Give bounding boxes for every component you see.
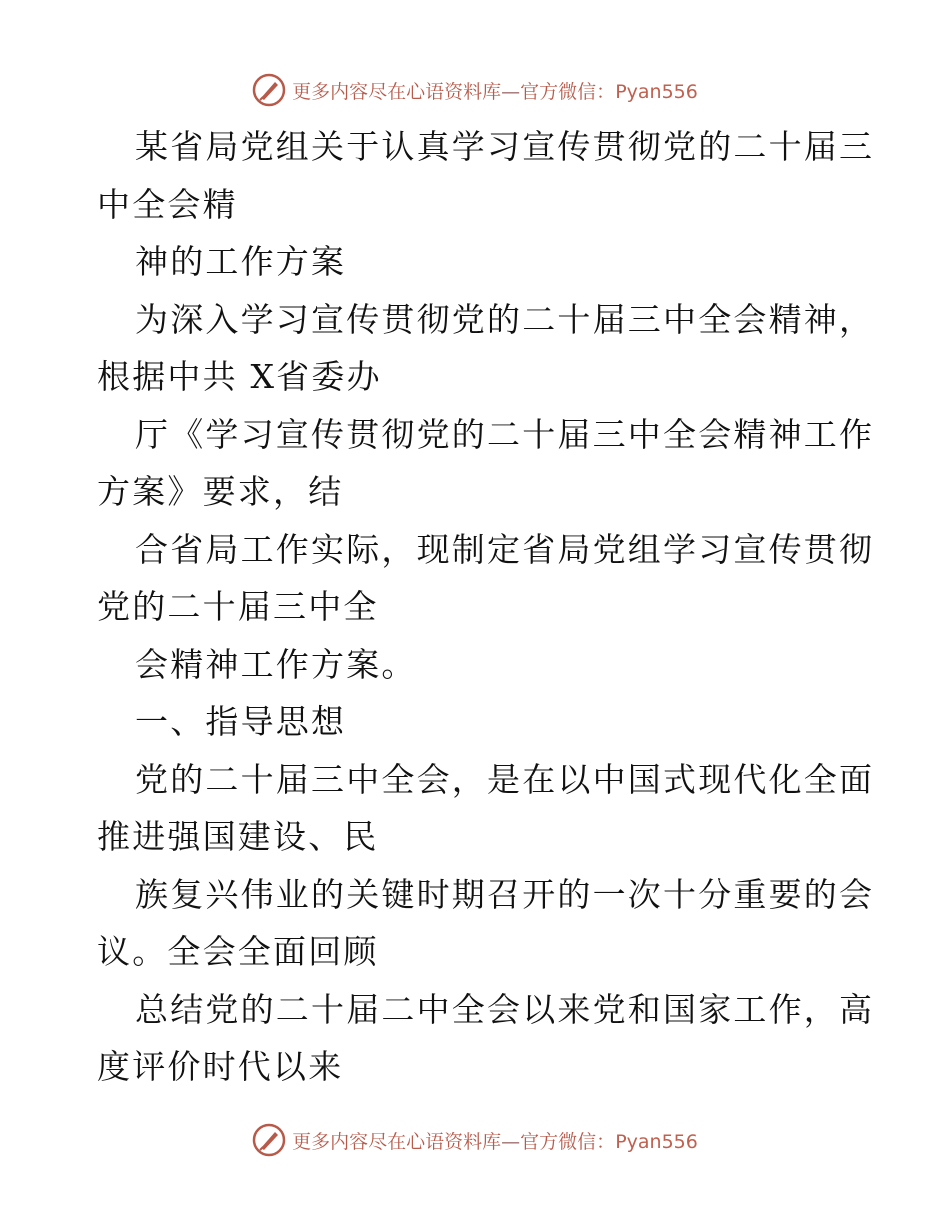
text-line: 总结党的二十届二中全会以来党和国家工作，高	[135, 989, 875, 1029]
text-line: 党的二十届三中全会，是在以中国式现代化全面	[135, 759, 875, 799]
section-heading: 一、指导思想	[135, 702, 347, 741]
text-line: 族复兴伟业的关键时期召开的一次十分重要的会	[135, 874, 875, 914]
text-line: 根据中共 X省委办	[97, 357, 382, 396]
footer-watermark	[0, 1120, 950, 1160]
text-line: 党的二十届三中全	[97, 587, 379, 626]
watermark-text: 更多内容尽在心语资料库—官方微信：Pyan556	[292, 1130, 698, 1153]
text-line: 厅《学习宣传贯彻党的二十届三中全会精神工作	[135, 414, 875, 454]
text-line: 某省局党组关于认真学习宣传贯彻党的二十届三	[135, 127, 875, 166]
text-line: 神的工作方案	[135, 242, 347, 281]
header-watermark	[0, 70, 950, 110]
document-body	[97, 118, 875, 1096]
quill-logo-icon	[252, 73, 286, 107]
text-line: 中全会精	[97, 184, 238, 224]
text-line: 合省局工作实际，现制定省局党组学习宣传贯彻	[135, 529, 875, 569]
text-line: 方案》要求，结	[97, 472, 344, 511]
text-line: 度评价时代以来	[97, 1047, 344, 1086]
quill-logo-icon	[252, 1123, 286, 1157]
text-line: 议。全会全面回顾	[97, 932, 379, 971]
text-line: 会精神工作方案。	[135, 644, 417, 684]
text-line: 为深入学习宣传贯彻党的二十届三中全会精神，	[135, 299, 875, 339]
watermark-text: 更多内容尽在心语资料库—官方微信：Pyan556	[292, 80, 698, 103]
text-line: 推进强国建设、民	[97, 817, 379, 856]
